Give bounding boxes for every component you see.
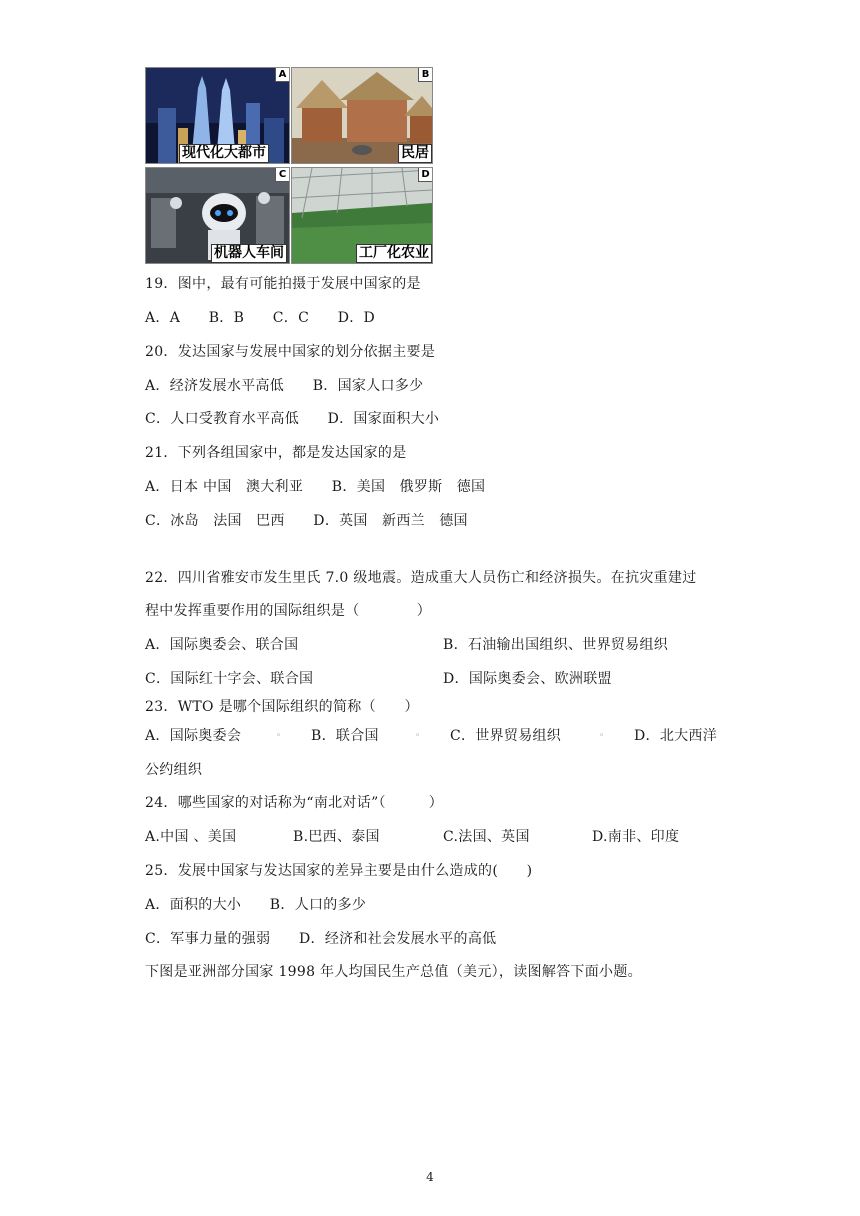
q23-dot-2: ◦	[415, 731, 421, 741]
q23-stem: 23．WTO 是哪个国际组织的简称（ ）	[145, 699, 419, 715]
q23-option-b: B．联合国	[311, 728, 379, 744]
q24-option-b: B.巴西、泰国	[293, 829, 380, 845]
q21-stem: 21．下列各组国家中，都是发达国家的是	[145, 445, 407, 461]
photo-a-caption: 现代化大都市	[179, 144, 269, 163]
q20-options-1: A．经济发展水平高低 B．国家人口多少	[145, 378, 424, 394]
q20-options-2: C．人口受教育水平高低 D．国家面积大小	[145, 411, 440, 427]
q24-option-a: A.中国 、美国	[145, 829, 237, 845]
q21-options-1: A．日本 中国 澳大利亚 B．美国 俄罗斯 德国	[145, 479, 486, 495]
q25-stem: 25．发展中国家与发达国家的差异主要是由什么造成的( )	[145, 863, 533, 879]
q23-option-a: A．国际奥委会	[145, 728, 242, 744]
photo-b-caption: 民居	[398, 144, 432, 163]
q25-options-2: C．军事力量的强弱 D．经济和社会发展水平的高低	[145, 931, 497, 947]
q23-option-c: C．世界贸易组织	[450, 728, 562, 744]
q24-option-c: C.法国、英国	[443, 829, 530, 845]
q20-stem: 20．发达国家与发展中国家的划分依据主要是	[145, 344, 436, 360]
q24-stem: 24．哪些国家的对话称为“南北对话”（ ）	[145, 795, 444, 811]
photo-c-letter: C	[275, 168, 289, 182]
photo-c-robot-workshop	[145, 167, 290, 264]
q23-dot-1: ◦	[276, 731, 282, 741]
photo-grid	[145, 67, 433, 263]
photo-d-factory-farming	[291, 167, 433, 264]
q22-stem-line1: 22．四川省雅安市发生里氏 7.0 级地震。造成重大人员伤亡和经济损失。在抗灾重建过	[145, 570, 697, 586]
q21-options-2: C．冰岛 法国 巴西 D．英国 新西兰 德国	[145, 513, 468, 529]
q22-option-a: A．国际奥委会、联合国	[145, 637, 299, 653]
q22-option-d: D．国际奥委会、欧洲联盟	[443, 671, 612, 687]
q25-options-1: A．面积的大小 B．人口的多少	[145, 897, 367, 913]
q19-stem: 19．图中，最有可能拍摄于发展中国家的是	[145, 276, 421, 292]
q22-option-c: C．国际红十字会、联合国	[145, 671, 314, 687]
photo-b-letter: B	[418, 68, 432, 82]
photo-d-letter: D	[418, 168, 432, 182]
q23-dot-3: ◦	[599, 731, 605, 741]
q22-stem-line2: 程中发挥重要作用的国际组织是（ ）	[145, 603, 431, 619]
photo-c-caption: 机器人车间	[211, 244, 287, 263]
q19-options: A．A B．B C．C D．D	[145, 310, 376, 326]
photo-a-metropolis	[145, 67, 290, 164]
photo-b-dwelling	[291, 67, 433, 164]
chart-intro-text: 下图是亚洲部分国家 1998 年人均国民生产总值（美元），读图解答下面小题。	[145, 964, 642, 980]
q23-option-d-continued: 公约组织	[145, 762, 203, 778]
q23-option-d: D．北大西洋	[634, 728, 718, 744]
photo-a-letter: A	[275, 68, 289, 82]
page-number: 4	[426, 1170, 434, 1184]
photo-d-caption: 工厂化农业	[356, 244, 432, 263]
q24-option-d: D.南非、印度	[592, 829, 680, 845]
q22-option-b: B．石油输出国组织、世界贸易组织	[443, 637, 669, 653]
